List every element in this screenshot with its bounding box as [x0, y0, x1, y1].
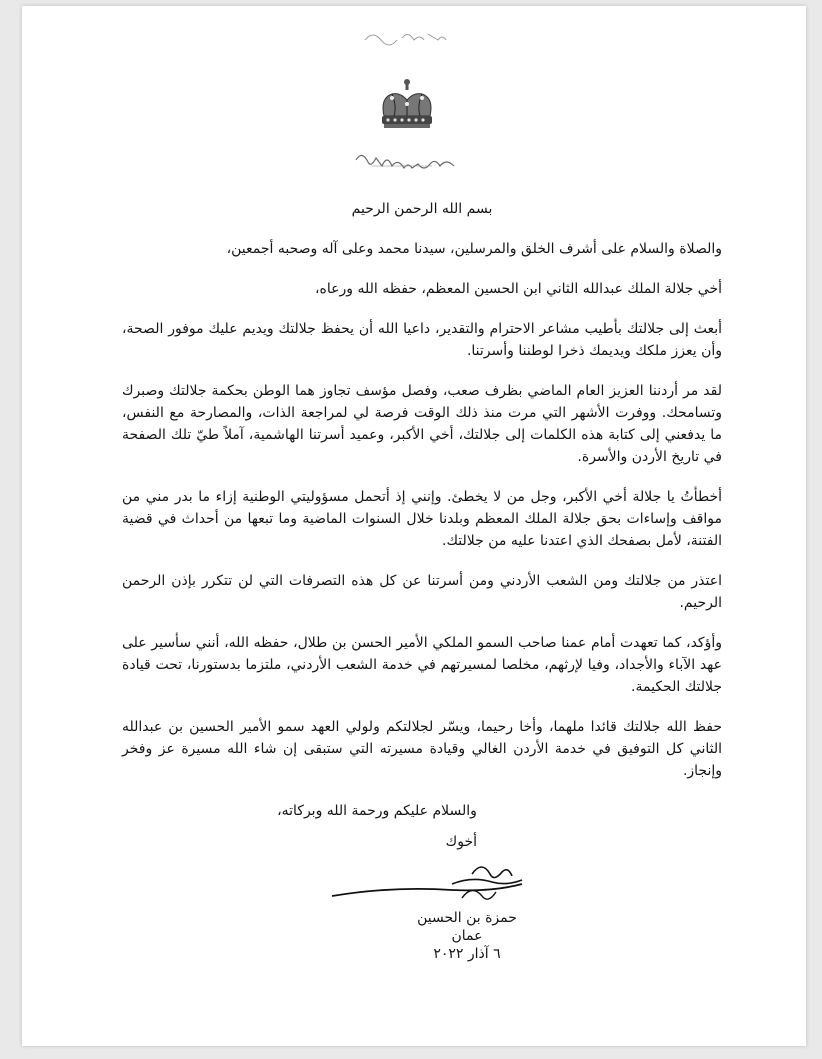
paragraph-greeting: أبعث إلى جلالتك بأطيب مشاعر الاحترام والتقدير، داعيا الله أن يحفظ جلالتك ويديم عليك موفور الصحة، وأن يعزز ملكك ويديمك ذخرا لوطننا وأسرتنا. — [122, 321, 722, 359]
paragraph-prayer: حفظ الله جلالتك قائدا ملهما، وأخا رحيما، ويسّر لجلالتكم ولولي العهد سمو الأمير الحسين بن عبدالله الثاني كل التوفيق في خدمة الأردن الغالي وقيادة مسيرته التي ستبقى إن شاء الله مسيرة عز وفخر وإنجاز. — [122, 719, 722, 779]
paragraph-admission: أخطأتُ يا جلالة أخي الأكبر، وجل من لا يخطئ. وإنني إذ أتحمل مسؤوليتي الوطنية إزاء ما بدر مني من مواقف وإساءات بحق جلالة الملك المعظم وبلدنا خلال السنوات الماضية وما تبعها من أحداث في قضية الفتنة، لأمل بصفحك الذي اعتدنا عليه من جلالتك. — [122, 489, 722, 549]
crown-emblem-icon — [372, 76, 442, 134]
closing-line: والسلام عليكم ورحمة الله وبركاته، — [277, 803, 477, 819]
letter-date: ٦ آذار ٢٠٢٢ — [433, 946, 501, 962]
letter-page — [22, 6, 806, 1046]
letterhead-name-signature — [352, 146, 462, 172]
handwritten-signature — [322, 854, 532, 910]
letterhead — [22, 6, 806, 176]
signer-name: حمزة بن الحسين — [417, 910, 517, 926]
paragraph-last-year: لقد مر أردننا العزيز العام الماضي بظرف صعب، وفصل مؤسف تجاوز هما الوطن بحكمة جلالتك وصبرك وتسامحك. ووفرت الأشهر التي مرت منذ ذلك الوقت فرصة لي لمراجعة الذات، والمصارحة مع النفس، ما يدفعني إلى كتابة هذه الكلمات إلى جلالتك، أخي الأكبر، وعميد أسرتنا الهاشمية، آملاً طيّ تلك الصفحة في تاريخ الأردن والأسرة. — [122, 383, 722, 465]
addressee: أخي جلالة الملك عبدالله الثاني ابن الحسين المعظم، حفظه الله ورعاه، — [315, 281, 722, 297]
paragraph-pledge: وأؤكد، كما تعهدت أمام عمنا صاحب السمو الملكي الأمير الحسن بن طلال، حفظه الله، أنني سأسير على عهد الآباء والأجداد، وفيا لإرثهم، مخلصا لمسيرتهم في خدمة الشعب الأردني، ملتزما بدستورنا، تحت قيادة جلالتك الحكيمة. — [122, 635, 722, 695]
letter-body — [122, 198, 722, 822]
salutation: والصلاة والسلام على أشرف الخلق والمرسلين، سيدنا محمد وعلى آله وصحبه أجمعين، — [226, 241, 722, 257]
city: عمان — [451, 928, 483, 944]
paragraph-apology: اعتذر من جلالتك ومن الشعب الأردني ومن أسرتنا عن كل هذه التصرفات التي لن تتكرر بإذن الرحمن الرحيم. — [122, 573, 722, 611]
sign-off: أخوك — [445, 834, 477, 850]
basmala: بسم الله الرحمن الرحيم — [351, 201, 493, 217]
header-handwriting-mark — [360, 24, 450, 48]
